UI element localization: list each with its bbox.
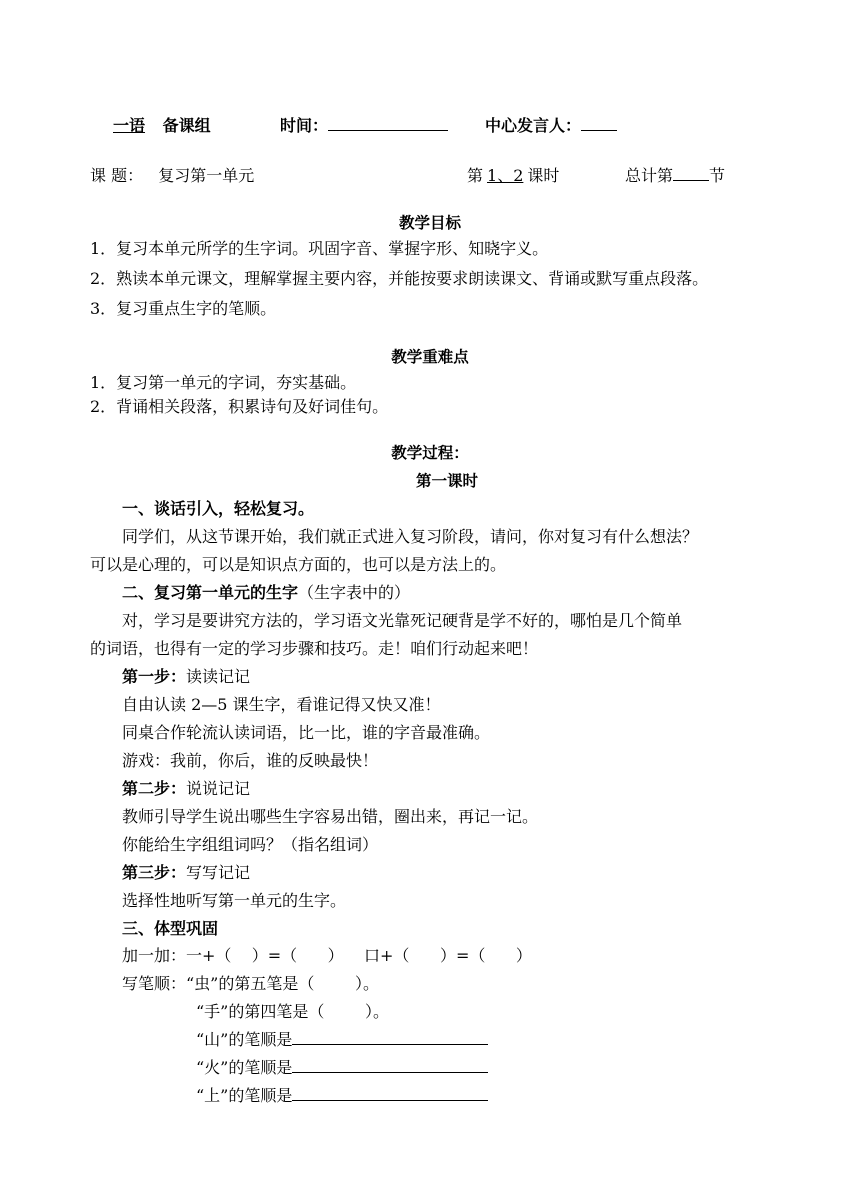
- objective-item-1: 1．复习本单元所学的生字词。巩固字音、掌握字形、知晓字义。: [90, 239, 549, 258]
- time-label: 时间：: [280, 116, 329, 135]
- topic-label: 课 题：: [90, 166, 144, 185]
- step2-line-1: 教师引导学生说出哪些生字容易出错，圈出来，再记一记。: [122, 807, 539, 826]
- speaker-label: 中心发言人：: [485, 116, 582, 135]
- step2-line-2: 你能给生字组组词吗？（指名组词）: [122, 835, 379, 854]
- stroke-order-row-2: [196, 1055, 488, 1078]
- step1-text: 读读记记: [186, 667, 251, 686]
- objective-item-2: 2．熟读本单元课文，理解掌握主要内容，并能按要求朗读课文、背诵或默写重点段落。: [90, 269, 709, 288]
- step1-line-1: 自由认读 2—5 课生字，看谁记得又快又准！: [122, 695, 441, 714]
- speaker-row: [485, 113, 617, 136]
- group-label: 备课组: [162, 116, 211, 135]
- stroke-order-blank-3[interactable]: [292, 1100, 488, 1101]
- step1-row: [122, 664, 250, 687]
- step3-row: [122, 860, 250, 883]
- stroke-order-label-2: “火”的笔顺是: [196, 1058, 293, 1077]
- step3-line-1: 选择性地听写第一单元的生字。: [122, 891, 347, 910]
- step1-label: 第一步：: [122, 667, 187, 686]
- period-prefix: 第: [467, 166, 484, 185]
- key-points-title: 教学重难点: [391, 347, 469, 366]
- stroke-order-label-1: “山”的笔顺是: [196, 1030, 293, 1049]
- key-point-item-1: 1．复习第一单元的字词，夯实基础。: [90, 373, 357, 392]
- section2-heading-note: （生字表中的）: [298, 583, 411, 602]
- step1-line-3: 游戏：我前，你后，谁的反映最快！: [122, 751, 379, 770]
- total-row: [625, 163, 725, 186]
- period-row: [467, 163, 559, 186]
- stroke-exercise-1: 写笔顺：“虫”的第五笔是（ ）。: [122, 974, 380, 993]
- section1-heading: 一、谈话引入，轻松复习。: [122, 499, 315, 518]
- stroke-exercise-2: “手”的第四笔是（ ）。: [196, 1002, 390, 1021]
- stroke-order-row-1: [196, 1027, 488, 1050]
- key-point-item-2: 2．背诵相关段落，积累诗句及好词佳句。: [90, 397, 389, 416]
- header-row: [105, 113, 211, 136]
- total-suffix: 节: [709, 166, 726, 185]
- section2-para-line1: 对，学习是要讲究方法的，学习语文光靠死记硬背是学不好的，哪怕是几个简单: [122, 611, 683, 630]
- stroke-order-row-3: [196, 1083, 488, 1106]
- total-blank[interactable]: [673, 180, 709, 181]
- step3-label: 第三步：: [122, 863, 187, 882]
- step3-text: 写写记记: [186, 863, 251, 882]
- stroke-order-blank-1[interactable]: [292, 1044, 488, 1045]
- step2-label: 第二步：: [122, 779, 187, 798]
- section1-para-line2: 可以是心理的，可以是知识点方面的，也可以是方法上的。: [90, 555, 507, 574]
- section3-heading: 三、体型巩固: [122, 919, 219, 938]
- section2-heading-row: [122, 580, 410, 603]
- topic-value: 复习第一单元: [158, 166, 255, 185]
- group-subject: 一语: [113, 116, 146, 135]
- time-row: [280, 113, 448, 136]
- section2-para-line2: 的词语，也得有一定的学习步骤和技巧。走！咱们行动起来吧！: [90, 639, 539, 658]
- objective-item-3: 3．复习重点生字的笔顺。: [90, 299, 277, 318]
- objectives-title: 教学目标: [398, 213, 461, 232]
- section1-para-line1: 同学们，从这节课开始，我们就正式进入复习阶段，请问，你对复习有什么想法？: [122, 527, 699, 546]
- section2-heading: 二、复习第一单元的生字: [122, 583, 299, 602]
- step2-text: 说说记记: [186, 779, 251, 798]
- step1-line-2: 同桌合作轮流认读词语，比一比，谁的字音最准确。: [122, 723, 491, 742]
- stroke-order-label-3: “上”的笔顺是: [196, 1086, 293, 1105]
- topic-row: [90, 163, 254, 186]
- stroke-order-blank-2[interactable]: [292, 1072, 488, 1073]
- total-prefix: 总计第: [625, 166, 674, 185]
- speaker-blank[interactable]: [581, 130, 617, 131]
- step2-row: [122, 776, 250, 799]
- time-blank[interactable]: [328, 130, 448, 131]
- process-title: 教学过程：: [391, 443, 469, 462]
- lesson1-title: 第一课时: [416, 471, 479, 490]
- period-suffix: 课时: [527, 166, 560, 185]
- add-exercise: 加一加：一+（ ）=（ ） 口+（ ）=（ ）: [122, 946, 532, 965]
- period-value: 1、2: [487, 166, 524, 185]
